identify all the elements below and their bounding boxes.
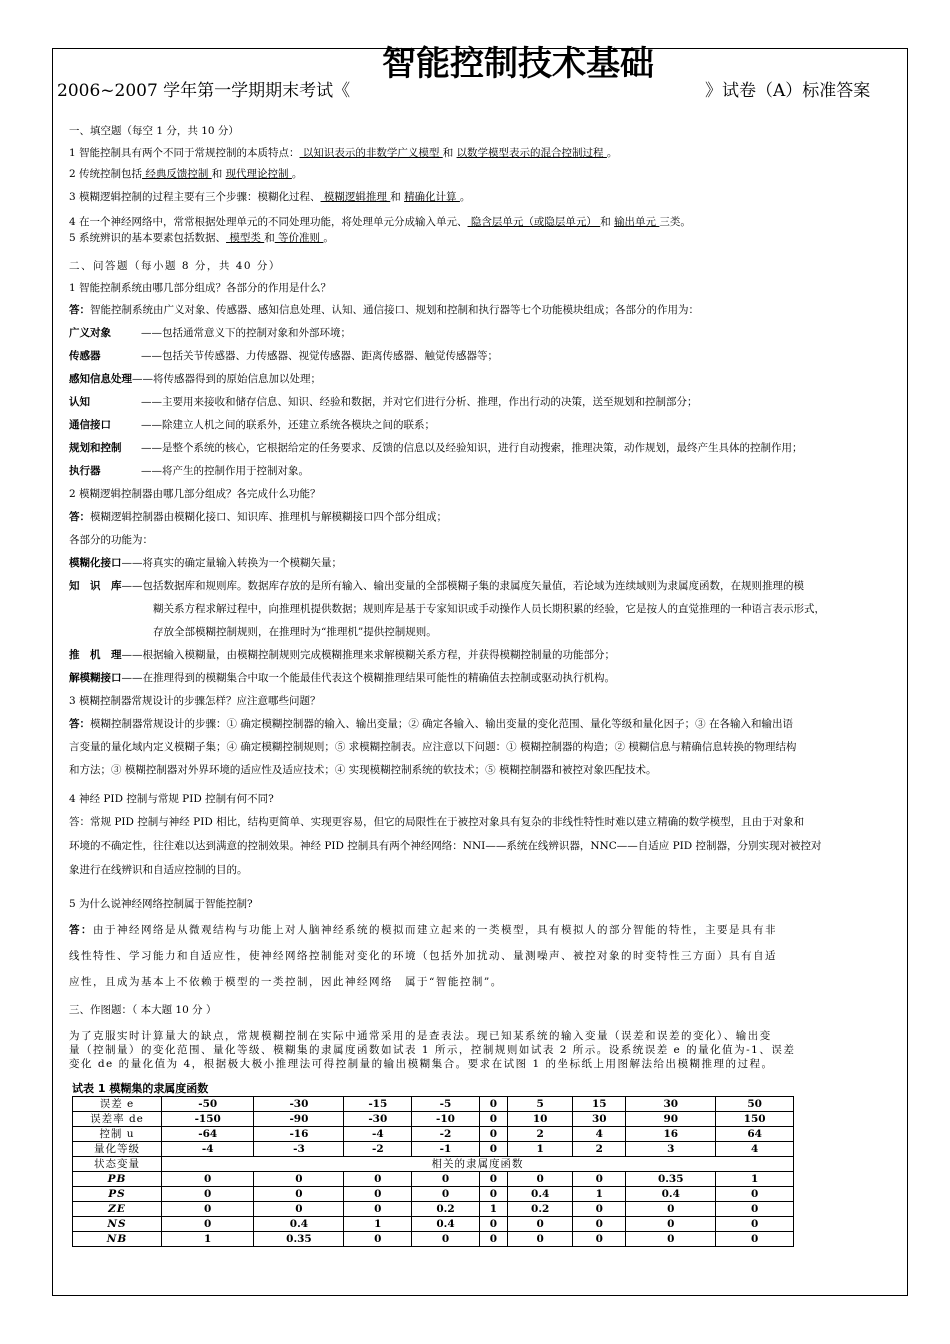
fill-q3-answer1: 模糊逻辑推理 [320,191,391,203]
table-cell: 0 [162,1172,254,1187]
section3-title: 三、作图题：（ 本大题 10 分 ） [69,1004,217,1016]
table-cell: 0 [479,1142,507,1157]
header-left-text: 2006~2007 学年第一学期期末考试《 [57,81,351,101]
qa-a1 [69,302,699,317]
fuzzy-part-term: 知 识 库 [69,580,122,592]
qa-a3-line3: 和方法；③ 模糊控制器对外界环境的适应性及适应技术；④ 实现模糊控制系统的软技术；⑤ 模糊控制器和被控对象匹配技术。 [69,764,657,776]
row-label: NS [73,1217,162,1232]
table-cell: 0 [412,1232,480,1247]
table-cell: -50 [162,1097,254,1112]
part-row [69,348,498,363]
table-cell: 10 [508,1112,573,1127]
qa-q1: 1 智能控制系统由哪几部分组成？各部分的作用是什么？ [69,282,332,294]
state-variable-label: 状态变量 [73,1157,162,1172]
table-caption: 试表 1 模糊集的隶属度函数 [72,1082,209,1095]
fill-q1-end: 。 [606,147,618,159]
table-cell: -15 [344,1097,412,1112]
table-cell: 4 [716,1142,794,1157]
fill-q5-and: 和 [264,232,275,244]
fill-q4-answer2: 输出单元 [614,216,660,228]
table-cell: -5 [412,1097,480,1112]
part-row [69,394,698,409]
row-label: PB [73,1172,162,1187]
fill-q2-answer1: 经典反馈控制 [142,168,212,180]
table-cell: 0 [344,1187,412,1202]
fill-q1 [69,145,617,160]
table-cell: -150 [162,1112,254,1127]
kb-continuation-2: 存放全部模糊控制规则，在推理时为“推理机”提供控制规则。 [153,626,437,638]
row-label: 误差 e [73,1097,162,1112]
table-cell: 0 [626,1217,716,1232]
table-cell: 0 [344,1202,412,1217]
fuzzy-part-desc: ——将真实的确定量输入转换为一个模糊矢量； [121,557,342,569]
table-cell: 0.4 [508,1187,573,1202]
section2-title: 二、问答题（每小题 8 分，共 40 分） [69,260,281,272]
table-cell: 30 [573,1112,626,1127]
part-term: 通信接口 [69,419,111,431]
fill-q5 [69,230,334,245]
table-row [73,1127,794,1142]
table-row [73,1157,794,1172]
table-cell: -16 [254,1127,344,1142]
table-cell: 0 [479,1232,507,1247]
fuzzy-part-row [69,578,804,593]
part-row [69,463,309,478]
fill-q1-answer1: 以知识表示的非数学广义模型 [299,147,443,159]
table-cell: 0 [479,1217,507,1232]
part-desc: ——主要用来接收和储存信息、知识、经验和数据，并对它们进行分析、推理，作出行动的决策，送至规划和控制部分； [141,396,698,408]
part-row [69,417,435,432]
fill-q2-answer2: 现代理论控制 [225,168,292,180]
table-cell: -4 [162,1142,254,1157]
table-cell: 64 [716,1127,794,1142]
qa-q5: 5 为什么说神经网络控制属于智能控制? [69,898,253,910]
table-cell: -3 [254,1142,344,1157]
qa-a3-line2: 言变量的量化域内定义模糊子集；④ 确定模糊控制规则；⑤ 求模糊控制表。应注意以下问题：① 模糊控制器的构造；② 模糊信息与精确信息转换的物理结构 [69,741,797,753]
table-cell: -90 [254,1112,344,1127]
draw-problem-line2: 量（控制量）的变化范围、量化等级、模糊集的隶属度函数如试表 1 所示，控制规则如试表 2 所示。设系统误差 e 的量化值为-1、误差 [69,1044,796,1056]
table-cell: 150 [716,1112,794,1127]
table-cell: -2 [412,1127,480,1142]
fill-q2-end: 。 [291,168,303,180]
table-cell: 0 [254,1187,344,1202]
table-cell: 0 [626,1202,716,1217]
qa-a2 [69,509,447,524]
qa-a4-line2: 环境的不确定性，往往难以达到满意的控制效果。神经 PID 控制具有两个神经网络：NNI——系统在线辨识器，NNC——自适应 PID 控制器，分别实现对被控对 [69,840,822,852]
fuzzy-part-term: 推 机 理 [69,649,122,661]
part-term: 执行器 [69,465,101,477]
table-cell: 0 [716,1232,794,1247]
table-row [73,1202,794,1217]
part-desc: ——包括关节传感器、力传感器、视觉传感器、距离传感器、触觉传感器等； [141,350,498,362]
row-label: ZE [73,1202,162,1217]
fill-q5-end: 。 [323,232,334,244]
table-cell: 0 [479,1187,507,1202]
qa-a3-line1 [69,716,793,731]
fill-q3-end: 。 [459,191,471,203]
qa-a5-line3: 应性，且成为基本上不依赖于模型的一类控制，因此神经网络 属于“智能控制”。 [69,976,503,988]
fill-q3-and: 和 [390,191,405,203]
table-cell: 0 [162,1202,254,1217]
table-cell: 0.35 [254,1232,344,1247]
table-row [73,1112,794,1127]
table-cell: 1 [479,1202,507,1217]
table-cell: 0 [479,1172,507,1187]
qa-a3-text: 模糊控制器常规设计的步骤：① 确定模糊控制器的输入、输出变量；② 确定各输入、输出变量的变化范围、量化等级和量化因子；③ 在各输入和输出语 [90,718,794,730]
answer-label: 答： [69,511,90,523]
table-cell: 0 [254,1172,344,1187]
fuzzy-part-term: 解模糊接口 [69,672,122,684]
fill-q5-answer1: 模型类 [226,232,265,244]
table-cell: 0 [344,1172,412,1187]
fill-q2-text: 2 传统控制包括 [69,168,143,180]
table-row [73,1172,794,1187]
row-label: 量化等级 [73,1142,162,1157]
exam-header [57,28,907,108]
fill-q2-and: 和 [211,168,226,180]
table-row [73,1097,794,1112]
part-row [69,371,321,386]
table-cell: 0 [412,1187,480,1202]
part-row [69,440,803,455]
part-desc: ——将传感器得到的原始信息加以处理； [132,373,321,385]
membership-table [72,1096,794,1247]
fuzzy-part-desc: ——在推理得到的模糊集合中取一个能最佳代表这个模糊推理结果可能性的精确值去控制或驱动执行机构。 [121,672,615,684]
table-cell: 1 [716,1172,794,1187]
qa-a1-text: 智能控制系统由广义对象、传感器、感知信息处理、认知、通信接口、规划和控制和执行器等七个功能模块组成；各部分的作用为： [90,304,699,316]
header-right-text: 》试卷（A）标准答案 [705,81,871,101]
part-desc: ——是整个系统的核心，它根据给定的任务要求、反馈的信息以及经验知识，进行自动搜索，推理决策，动作规划，最终产生具体的控制作用； [141,442,803,454]
qa-a2-text: 模糊逻辑控制器由模糊化接口、知识库、推理机与解模糊接口四个部分组成； [90,511,447,523]
fuzzy-part-row [69,555,342,570]
table-cell: 0 [716,1187,794,1202]
table-cell: 16 [626,1127,716,1142]
fill-q1-and: 和 [442,147,457,159]
table-row [73,1142,794,1157]
table-cell: 1 [508,1142,573,1157]
qa-a5-line1 [69,922,777,937]
part-term: 广义对象 [69,327,111,339]
table-cell: 0 [626,1232,716,1247]
qa-q2: 2 模糊逻辑控制器由哪几部分组成？各完成什么功能？ [69,488,321,500]
table-cell: 0 [479,1127,507,1142]
table-row [73,1217,794,1232]
fill-q5-answer2: 等价准则 [274,232,324,244]
table-cell: 0.4 [626,1187,716,1202]
answer-label: 答： [69,718,90,730]
fill-q4-and: 和 [600,216,615,228]
table-cell: 0 [344,1232,412,1247]
draw-problem-line3: 变化 de 的量化值为 4，根据极大极小推理法可得控制量的输出模糊集合。要求在试图 1 的坐标纸上用图解法给出模糊推理的过程。 [69,1058,774,1070]
table-cell: 90 [626,1112,716,1127]
fill-q4-end: 三类。 [659,216,691,228]
qa-a4-line3: 象进行在线辨识和自适应控制的目的。 [69,864,248,876]
table-cell: 2 [573,1142,626,1157]
fill-q1-answer2: 以数学模型表示的混合控制过程 [456,147,607,159]
part-desc: ——除建立人机之间的联系外，还建立系统各模块之间的联系； [141,419,435,431]
draw-problem-line1: 为了克服实时计算量大的缺点，常规模糊控制在实际中通常采用的是查表法。现已知某系统的输入变量（误差和误差的变化）、输出变 [69,1030,772,1042]
table-cell: -30 [344,1112,412,1127]
course-title: 智能控制技术基础 [382,44,654,84]
table-cell: 1 [344,1217,412,1232]
table-cell: -30 [254,1097,344,1112]
table-cell: -4 [344,1127,412,1142]
table-cell: -10 [412,1112,480,1127]
qa-a5-text: 由于神经网络是从微观结构与功能上对人脑神经系统的模拟而建立起来的一类模型，具有模拟人的部分智能的特性，主要是具有非 [93,924,777,936]
table-cell: 50 [716,1097,794,1112]
fill-q4-text: 4 在一个神经网络中，常常根据处理单元的不同处理功能，将处理单元分成输入单元、 [69,216,468,228]
table-cell: 15 [573,1097,626,1112]
table-cell: 5 [508,1097,573,1112]
table-cell: 3 [626,1142,716,1157]
fuzzy-part-desc: ——包括数据库和规则库。数据库存放的是所有输入、输出变量的全部模糊子集的隶属度矢量值，若论域为连续域则为隶属度函数，在规则推理的模 [121,580,804,592]
part-desc: ——将产生的控制作用于控制对象。 [141,465,309,477]
kb-continuation-1: 糊关系方程求解过程中，向推理机提供数据；规则库是基于专家知识或手动操作人员长期积累的经验，它是按人的直觉推理的一种语言表示形式， [153,603,825,615]
table-cell: 0 [573,1232,626,1247]
part-row [69,325,351,340]
table-cell: -64 [162,1127,254,1142]
fuzzy-part-row [69,670,615,685]
table-cell: 0 [716,1202,794,1217]
table-cell: -2 [344,1142,412,1157]
qa-a4-line1: 答：常规 PID 控制与神经 PID 相比，结构更简单、实现更容易，但它的局限性在于被控对象具有复杂的非线性特性时难以建立精确的数学模型，且由于对象和 [69,816,805,828]
table-cell: 0 [573,1217,626,1232]
table-cell: 0 [508,1217,573,1232]
row-label: 误差率 de [73,1112,162,1127]
table-cell: 1 [162,1232,254,1247]
table-row [73,1232,794,1247]
row-label: 控制 u [73,1127,162,1142]
row-label: NB [73,1232,162,1247]
table-cell: 0 [573,1202,626,1217]
table-row [73,1187,794,1202]
table-cell: -1 [412,1142,480,1157]
row-label: PS [73,1187,162,1202]
fill-q1-text: 1 智能控制具有两个不同于常规控制的本质特点： [69,147,300,159]
fill-q3-answer2: 精确化计算 [404,191,460,203]
table-cell: 2 [508,1127,573,1142]
table-cell: 0.2 [412,1202,480,1217]
table-cell: 0.4 [254,1217,344,1232]
fill-q5-text: 5 系统辨识的基本要素包括数据、 [69,232,227,244]
answer-label: 答： [69,304,90,316]
qa-a5-line2: 线性特性、学习能力和自适应性，使神经网络控制能对变化的环境（包括外加扰动、量测噪声、被控对象的时变特性三方面）具有自适 [69,950,777,962]
table-cell: 0 [508,1232,573,1247]
part-term: 规划和控制 [69,442,122,454]
answer-label: 答： [69,924,93,936]
table-cell: 0 [254,1202,344,1217]
fill-q3 [69,189,470,204]
part-desc: ——包括通常意义下的控制对象和外部环境； [141,327,351,339]
fuzzy-part-desc: ——根据输入模糊量，由模糊控制规则完成模糊推理来求解模糊关系方程，并获得模糊控制量的功能部分； [121,649,615,661]
table-cell: 0 [716,1217,794,1232]
part-term: 感知信息处理 [69,373,132,385]
table-cell: 1 [573,1187,626,1202]
fill-q3-text: 3 模糊逻辑控制的过程主要有三个步骤：模糊化过程、 [69,191,321,203]
fill-q2 [69,166,302,181]
qa-a2-sub: 各部分的功能为： [69,534,153,546]
table-cell: 4 [573,1127,626,1142]
table-cell: 0 [479,1112,507,1127]
table-cell: 0 [479,1097,507,1112]
fill-q4 [69,214,691,229]
fuzzy-part-row [69,647,615,662]
table-cell: 0.2 [508,1202,573,1217]
qa-q4: 4 神经 PID 控制与常规 PID 控制有何不同? [69,793,274,805]
table-cell: 0 [162,1217,254,1232]
table-cell: 30 [626,1097,716,1112]
section1-title: 一、填空题（每空 1 分，共 10 分） [69,125,239,137]
table-cell: 0 [508,1172,573,1187]
table-cell: 0 [412,1172,480,1187]
part-term: 认知 [69,396,90,408]
table-cell: 0.35 [626,1172,716,1187]
table-cell: 0 [162,1187,254,1202]
table-cell: 0.4 [412,1217,480,1232]
fuzzy-part-term: 模糊化接口 [69,557,122,569]
part-term: 传感器 [69,350,101,362]
table-cell: 0 [573,1172,626,1187]
membership-span-label: 相关的隶属度函数 [162,1157,794,1172]
qa-q3: 3 模糊控制器常规设计的步骤怎样？应注意哪些问题？ [69,695,321,707]
fill-q4-answer1: 隐含层单元（或隐层单元） [467,216,601,228]
